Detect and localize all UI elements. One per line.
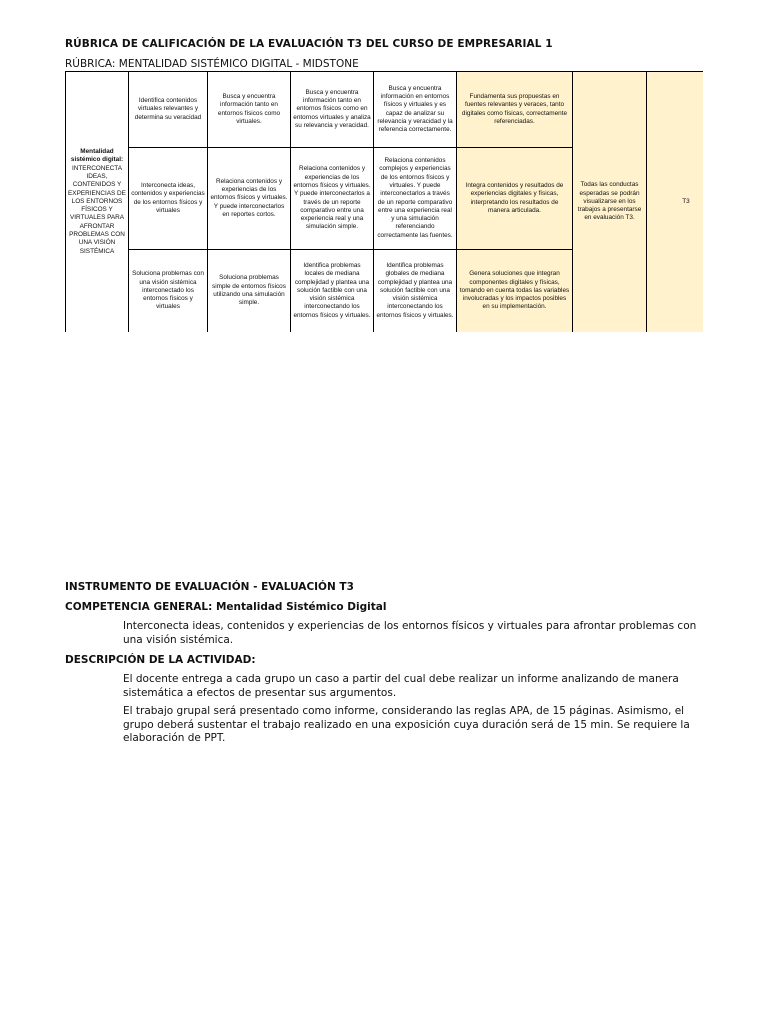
rubric-cell: Soluciona problemas simple de entornos físicos utilizando una simulación simple. (208, 250, 291, 333)
rubric-cell: Relaciona contenidos complejos y experiencias de los entornos físicos y virtuales. Y puede interconectarlos a través de un reporte comparativo entre una experiencia real y una simulación referenciando correctamente las fuentes. (374, 148, 457, 250)
evaluation-code-cell: T3 (647, 72, 704, 333)
competencia-value: Mentalidad Sistémico Digital (215, 601, 387, 613)
rubric-cell: Identifica contenidos virtuales relevantes y determina su veracidad (129, 72, 208, 148)
rubric-cell: Identifica problemas locales de mediana complejidad y plantea una solución factible con una visión sistémica interconectando los entornos físicos y virtuales. (291, 250, 374, 333)
instrument-title: INSTRUMENTO DE EVALUACIÓN - EVALUACIÓN T3 (65, 581, 354, 593)
document-title: RÚBRICA DE CALIFICACIÓN DE LA EVALUACIÓN T3 DEL CURSO DE EMPRESARIAL 1 (65, 38, 553, 50)
rubric-cell-highlight: Fundamenta sus propuestas en fuentes relevantes y veraces, tanto digitales como físicas, correctamente referenciadas. (457, 72, 573, 148)
rubric-cell: Relaciona contenidos y experiencias de los entornos físicos y virtuales. Y puede interconectarlos en reportes cortos. (208, 148, 291, 250)
rubric-cell: Soluciona problemas con una visión sistémica interconectado los entornos físicos y virtuales (129, 250, 208, 333)
rubric-cell: Busca y encuentra información tanto en entornos físicos como en entornos virtuales y analiza su relevancia y veracidad. (291, 72, 374, 148)
rubric-cell: Identifica problemas globales de mediana complejidad y plantea una solución factible con una visión sistémica interconectando los entornos físicos y virtuales. (374, 250, 457, 333)
rubric-cell-highlight: Genera soluciones que integran componentes digitales y físicas, tomando en cuenta todas las variables involucradas y los impactos posibles en su implementación. (457, 250, 573, 333)
descripcion-label: DESCRIPCIÓN DE LA ACTIVIDAD: (65, 654, 256, 666)
criterion-cell (66, 72, 129, 333)
criterion-text: INTERCONECTA IDEAS, CONTENIDOS Y EXPERIENCIAS DE LOS ENTORNOS FÍSICOS Y VIRTUALES PARA AFRONTAR PROBLEMAS CON UNA VISIÓN SISTÉMICA (68, 164, 126, 255)
rubric-table-container (65, 71, 703, 332)
rubric-cell: Busca y encuentra información en entornos físicos y virtuales y es capaz de analizar su relevancia y veracidad y la referencia correctamente. (374, 72, 457, 148)
rubric-row (66, 72, 704, 148)
rubric-cell: Busca y encuentra información tanto en entornos físicos como virtuales. (208, 72, 291, 148)
rubric-cell-highlight: Integra contenidos y resultados de experiencias digitales y físicas, interpretando los resultados de manera articulada. (457, 148, 573, 250)
rubric-cell: Interconecta ideas, contenidos y experiencias de los entornos físicos y virtuales (129, 148, 208, 250)
competencia-text: Interconecta ideas, contenidos y experiencias de los entornos físicos y virtuales para afrontar problemas con una visión sistémica. (123, 620, 697, 646)
competencia-label: COMPETENCIA GENERAL: (65, 601, 216, 613)
activity-paragraph-2: El trabajo grupal será presentado como informe, considerando las reglas APA, de 15 páginas. Asimismo, el grupo deberá sustentar el trabajo realizado en una exposición cuya duración será de 15 min. Se requiere la elaboración de PPT. (123, 705, 690, 745)
criterion-title: Mentalidad sistémico digital: (70, 147, 124, 164)
competencia-heading (65, 601, 386, 613)
rubric-cell: Relaciona contenidos y experiencias de los entornos físicos y virtuales. Y puede interconectarlos a través de un reporte comparativo entre una experiencia real y una simulación simple. (291, 148, 374, 250)
activity-paragraph-1: El docente entrega a cada grupo un caso a partir del cual debe realizar un informe analizando de manera sistemática a efectos de presentar sus argumentos. (123, 673, 679, 699)
rubric-table (65, 71, 703, 332)
conducts-note-cell: Todas las conductas esperadas se podrán visualizarse en los trabajos a presentarse en evaluación T3. (573, 72, 647, 333)
rubric-subtitle: RÚBRICA: MENTALIDAD SISTÉMICO DIGITAL - MIDSTONE (65, 58, 359, 70)
